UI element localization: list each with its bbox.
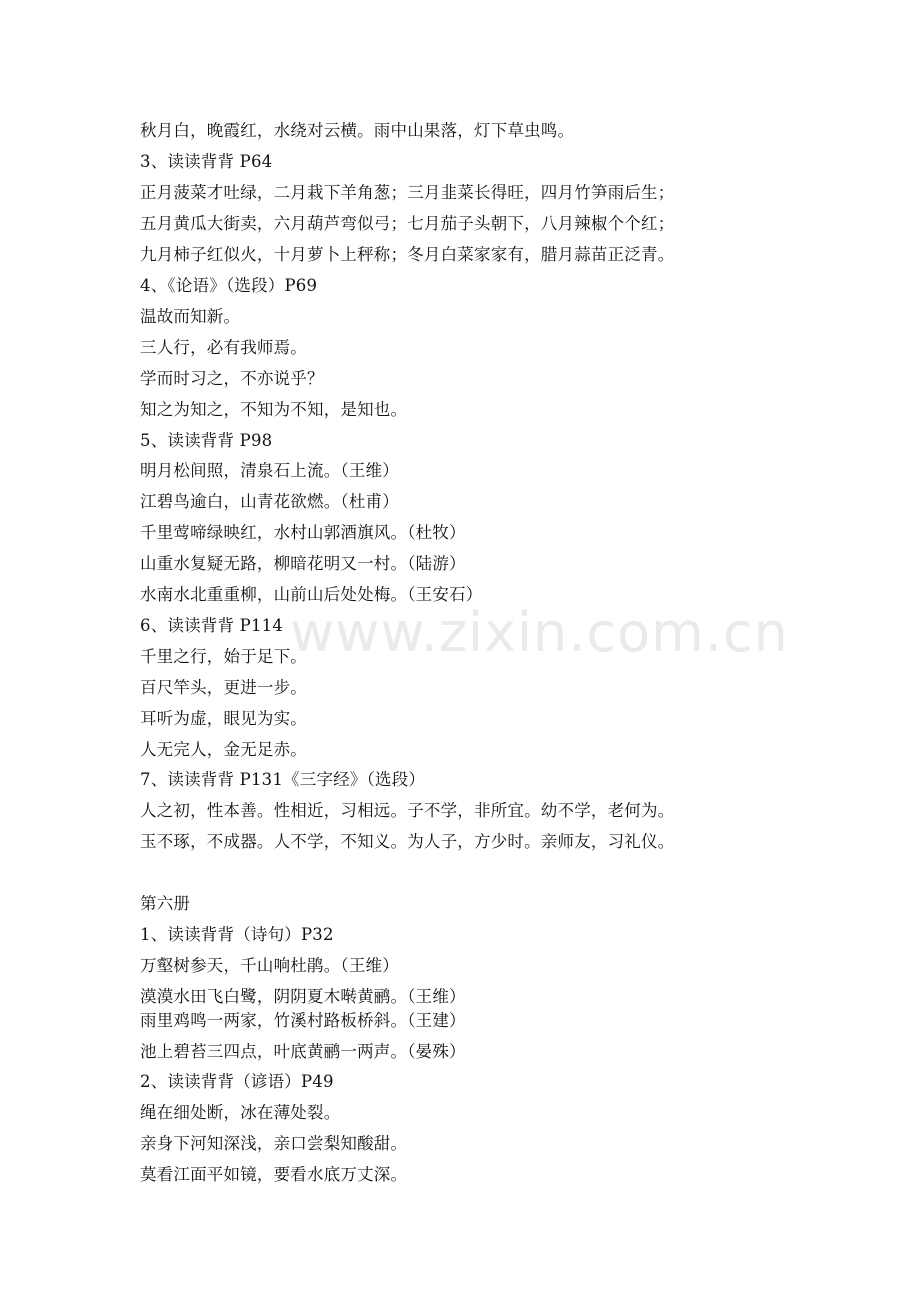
text-line: 人之初，性本善。性相近，习相远。子不学，非所宜。幼不学，老何为。 — [140, 801, 675, 820]
text-line: 五月黄瓜大街卖，六月葫芦弯似弓；七月茄子头朝下，八月辣椒个个红； — [140, 214, 675, 233]
text-line: 三人行，必有我师焉。 — [140, 338, 307, 357]
text-line: 山重水复疑无路，柳暗花明又一村。（陆游） — [140, 554, 466, 573]
text-line: 学而时习之，不亦说乎？ — [140, 369, 324, 388]
section-heading: 2、读读背背（谚语）P49 — [140, 1072, 334, 1091]
text-line: 正月菠菜才吐绿，二月栽下羊角葱；三月韭菜长得旺，四月竹笋雨后生； — [140, 183, 675, 202]
section-heading: 7、读读背背 P131《三字经》（选段） — [140, 770, 426, 789]
text-line: 千里莺啼绿映红，水村山郭酒旗风。（杜牧） — [140, 523, 466, 542]
text-line: 知之为知之，不知为不知，是知也。 — [140, 400, 408, 419]
text-line: 雨里鸡鸣一两家，竹溪村路板桥斜。（王建） — [140, 1011, 466, 1030]
text-line: 耳听为虚，眼见为实。 — [140, 709, 307, 728]
text-line: 亲身下河知深浅，亲口尝梨知酸甜。 — [140, 1134, 408, 1153]
watermark: www.zixin.com.cn — [290, 601, 789, 664]
text-line: 百尺竿头，更进一步。 — [140, 678, 307, 697]
text-line: 九月柿子红似火，十月萝卜上秤称；冬月白菜家家有，腊月蒜苗正泛青。 — [140, 245, 675, 264]
text-line: 温故而知新。 — [140, 307, 241, 326]
text-line: 明月松间照，清泉石上流。（王维） — [140, 461, 399, 480]
text-line: 秋月白，晚霞红，水绕对云横。雨中山果落，灯下草虫鸣。 — [140, 121, 575, 140]
text-line: 池上碧苔三四点，叶底黄鹂一两声。（晏殊） — [140, 1042, 466, 1061]
text-line: 水南水北重重柳，山前山后处处梅。（王安石） — [140, 585, 483, 604]
volume-heading: 第六册 — [140, 894, 191, 913]
text-line: 人无完人，金无足赤。 — [140, 740, 307, 759]
text-line: 万壑树参天，千山响杜鹃。（王维） — [140, 956, 399, 975]
section-heading: 3、读读背背 P64 — [140, 152, 273, 171]
section-heading: 1、读读背背（诗句）P32 — [140, 925, 334, 944]
section-heading: 4、《论语》（选段）P69 — [140, 276, 318, 295]
text-line: 莫看江面平如镜，要看水底万丈深。 — [140, 1165, 408, 1184]
text-line: 江碧鸟逾白，山青花欲燃。（杜甫） — [140, 492, 399, 511]
section-heading: 5、读读背背 P98 — [140, 431, 273, 450]
text-line: 漠漠水田飞白鹭，阴阴夏木啭黄鹂。（王维） — [140, 987, 466, 1006]
text-line: 玉不琢，不成器。人不学，不知义。为人子，方少时。亲师友，习礼仪。 — [140, 832, 675, 851]
section-heading: 6、读读背背 P114 — [140, 616, 284, 635]
text-line: 千里之行，始于足下。 — [140, 647, 307, 666]
text-line: 绳在细处断，冰在薄处裂。 — [140, 1103, 341, 1122]
